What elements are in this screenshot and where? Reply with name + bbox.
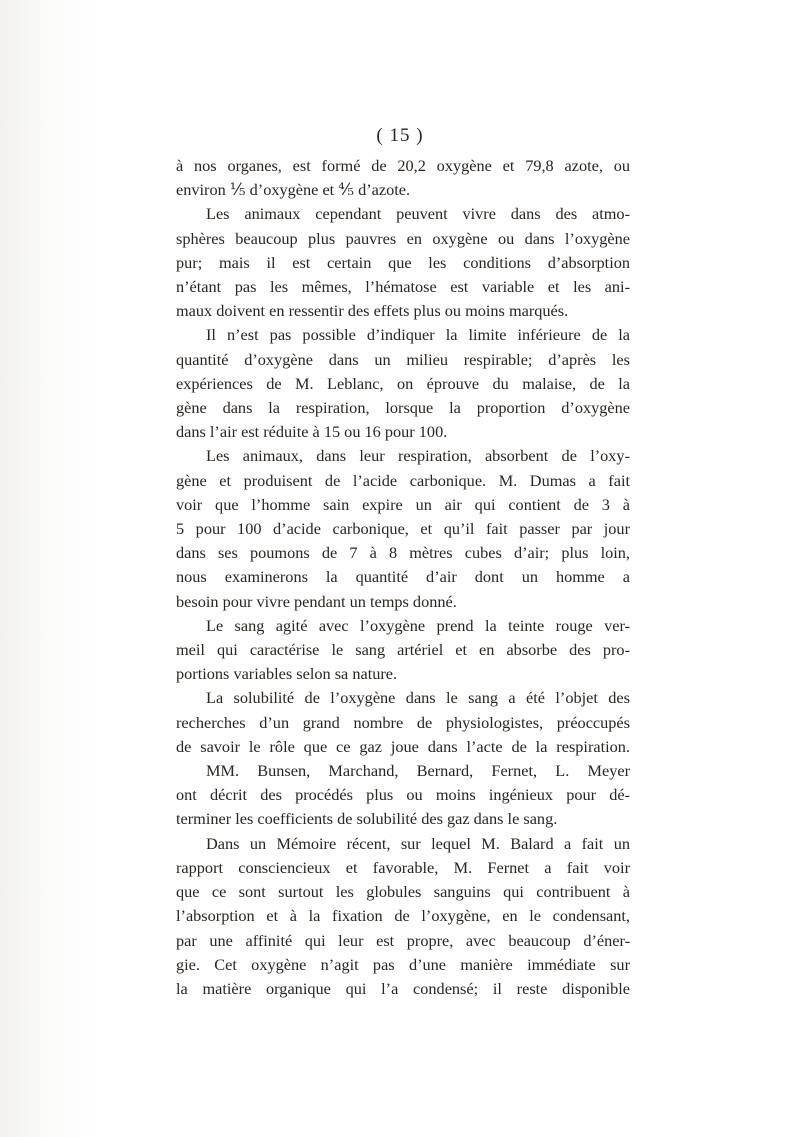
text-line: l’absorption et à la fixation de l’oxygène, en le condensant,: [176, 906, 630, 926]
text-line: meil qui caractérise le sang artériel et en absorbe des pro-: [176, 640, 630, 660]
text-line: expériences de M. Leblanc, on éprouve du malaise, de la: [176, 373, 630, 393]
text-line: Il n’est pas possible d’indiquer la limite inférieure de la: [206, 325, 630, 345]
text-line: environ ⅕ d’oxygène et ⅘ d’azote.: [176, 180, 411, 200]
text-line: dans l’air est réduite à 15 ou 16 pour 100.: [176, 422, 448, 442]
text-line: rapport consciencieux et favorable, M. Fernet a fait voir: [176, 857, 630, 877]
text-line: de savoir le rôle que ce gaz joue dans l’acte de la respiration.: [176, 736, 630, 756]
text-line: par une affinité qui leur est propre, avec beaucoup d’éner-: [176, 930, 630, 950]
text-line: que ce sont surtout les globules sanguins qui contribuent à: [176, 882, 630, 902]
text-line: ont décrit des procédés plus ou moins ingénieux pour dé-: [176, 785, 630, 805]
text-line: sphères beaucoup plus pauvres en oxygène ou dans l’oxygène: [176, 228, 630, 248]
text-line: 5 pour 100 d’acide carbonique, et qu’il fait passer par jour: [176, 519, 630, 539]
text-line: portions variables selon sa nature.: [176, 664, 398, 684]
text-line: Les animaux cependant peuvent vivre dans des atmo-: [206, 204, 630, 224]
text-line: La solubilité de l’oxygène dans le sang a été l’objet des: [206, 688, 630, 708]
text-line: voir que l’homme sain expire un air qui contient de 3 à: [176, 494, 630, 514]
text-line: besoin pour vivre pendant un temps donné.: [176, 591, 457, 611]
text-line: quantité d’oxygène dans un milieu respirable; d’après les: [176, 349, 630, 369]
text-line: à nos organes, est formé de 20,2 oxygène et 79,8 azote, ou: [176, 156, 630, 175]
text-line: gène et produisent de l’acide carbonique. M. Dumas a fait: [176, 470, 630, 490]
text-line: gène dans la respiration, lorsque la proportion d’oxygène: [176, 398, 630, 418]
body-text: [176, 154, 630, 1001]
text-line: Dans un Mémoire récent, sur lequel M. Balard a fait un: [206, 833, 630, 853]
text-line: n’étant pas les mêmes, l’hématose est variable et les ani-: [176, 277, 630, 297]
text-line: terminer les coefficients de solubilité des gaz dans le sang.: [176, 809, 558, 829]
page-number: ( 15 ): [376, 125, 424, 146]
text-line: nous examinerons la quantité d’air dont un homme a: [176, 567, 630, 587]
text-line: la matière organique qui l’a condensé; il reste disponible: [176, 978, 630, 998]
text-line: Les animaux, dans leur respiration, absorbent de l’oxy-: [206, 446, 630, 466]
text-line: pur; mais il est certain que les conditions d’absorption: [176, 252, 630, 272]
text-line: recherches d’un grand nombre de physiologistes, préoccupés: [176, 712, 630, 732]
text-line: maux doivent en ressentir des effets plus ou moins marqués.: [176, 301, 569, 321]
text-line: MM. Bunsen, Marchand, Bernard, Fernet, L. Meyer: [206, 761, 630, 781]
text-line: dans ses poumons de 7 à 8 mètres cubes d’air; plus loin,: [176, 543, 630, 563]
text-line: Le sang agité avec l’oxygène prend la teinte rouge ver-: [206, 615, 630, 635]
text-line: gie. Cet oxygène n’agit pas d’une manière immédiate sur: [176, 954, 630, 974]
